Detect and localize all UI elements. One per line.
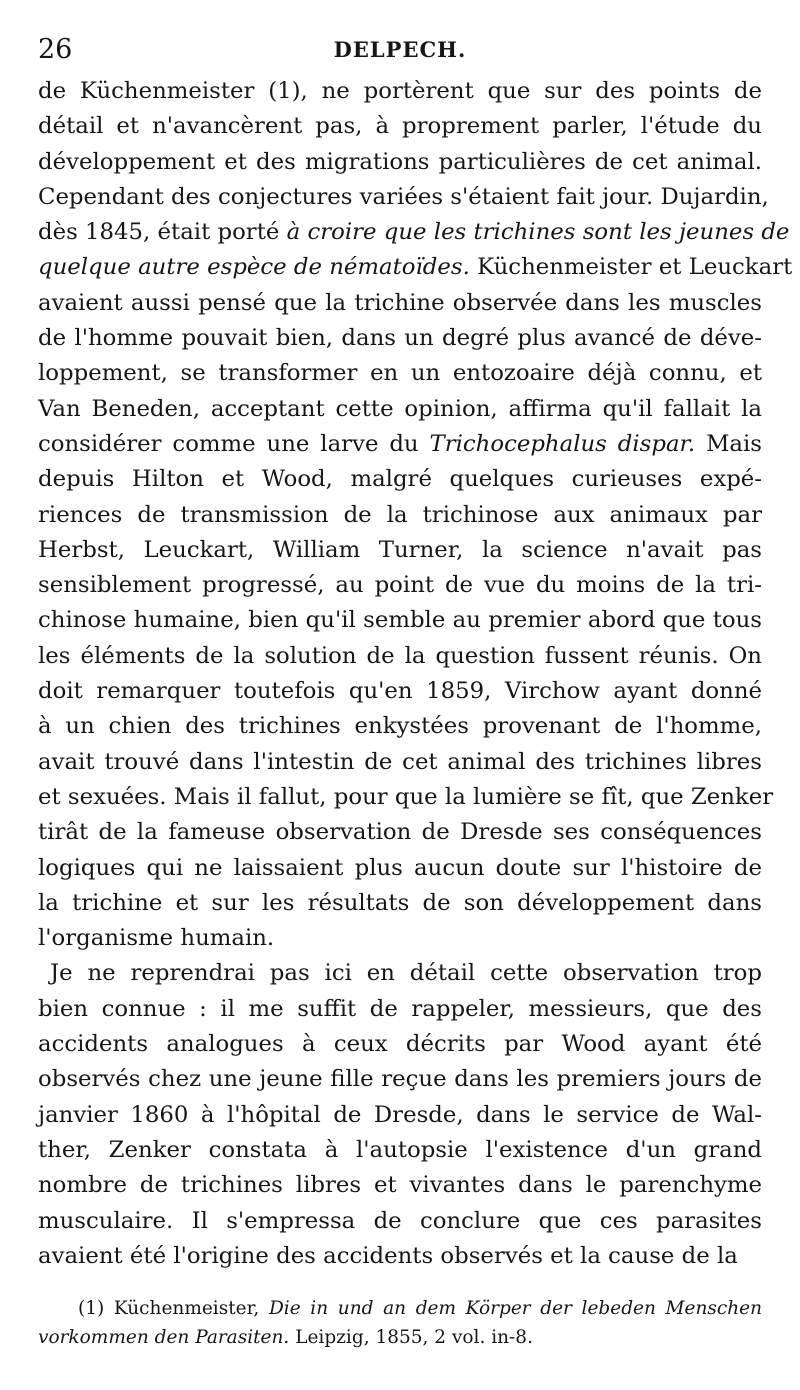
text-line: ther, Zenker constata à l'autopsie l'existence d'un grand [38,1136,762,1163]
text-line: et sexuées. Mais il fallut, pour que la lumière se fît, que Zenker [38,783,774,810]
text-line: observés chez une jeune fille reçue dans les premiers jours de [38,1066,762,1093]
running-head: DELPECH. [333,37,467,62]
body-text [38,74,793,1274]
page-header [38,30,762,70]
text-line: considérer comme une larve du Trichocephalus dispar. Mais [38,430,763,457]
text-line: loppement, se transformer en un entozoaire déjà connu, et [38,360,762,387]
italic-text: quelque autre espèce de nématoïdes. [38,254,470,281]
text-line: depuis Hilton et Wood, malgré quelques curieuses expé- [38,466,762,493]
page-number: 26 [38,34,73,65]
text-line: de l'homme pouvait bien, dans un degré plus avancé de déve- [38,325,762,352]
text-line: la trichine et sur les résultats de son développement dans [38,889,762,916]
text-line: Herbst, Leuckart, William Turner, la science n'avait pas [38,536,762,563]
footnote [38,1294,762,1352]
italic-text: Die in und an dem Körper der lebeden Menschen [268,1298,762,1319]
text-line: Cependant des conjectures variées s'étaient fait jour. Dujardin, [38,183,769,210]
italic-text: Trichocephalus dispar. [429,430,696,457]
italic-text: à croire que les trichines sont les jeunes de [286,219,790,246]
text-line: l'organisme humain. [38,925,275,952]
text-line: Je ne reprendrai pas ici en détail cette observation trop [50,960,762,987]
text-line: avait trouvé dans l'intestin de cet animal des trichines libres [38,748,762,775]
text-line: à un chien des trichines enkystées provenant de l'homme, [38,713,762,740]
text-line: avaient été l'origine des accidents observés et la cause de la [38,1242,738,1269]
text-line: détail et n'avancèrent pas, à proprement parler, l'étude du [38,113,762,140]
text-line: les éléments de la solution de la question fussent réunis. On [38,642,762,669]
text-line: Van Beneden, acceptant cette opinion, affirma qu'il fallait la [38,395,762,422]
text-line: riences de transmission de la trichinose aux animaux par [38,501,762,528]
text-line: sensiblement progressé, au point de vue du moins de la tri- [38,572,762,599]
text-line: musculaire. Il s'empressa de conclure que ces parasites [38,1207,762,1234]
footnote-line: vorkommen den Parasiten. Leipzig, 1855, 2 vol. in-8. [38,1327,533,1348]
text-line: de Küchenmeister (1), ne portèrent que sur des points de [38,78,762,104]
text-line: chinose humaine, bien qu'il semble au premier abord que tous [38,607,762,634]
text-line: tirât de la fameuse observation de Dresde ses conséquences [38,819,762,846]
text-line: logiques qui ne laissaient plus aucun doute sur l'histoire de [38,854,762,881]
text-line: nombre de trichines libres et vivantes dans le parenchyme [38,1172,762,1199]
text-line: développement et des migrations particulières de cet animal. [38,148,762,175]
text-line: quelque autre espèce de nématoïdes. Küchenmeister et Leuckart [38,254,793,281]
text-line: janvier 1860 à l'hôpital de Dresde, dans le service de Wal- [38,1101,762,1128]
text-line: doit remarquer toutefois qu'en 1859, Virchow ayant donné [38,678,762,705]
italic-text: vorkommen den Parasiten. [38,1327,290,1348]
text-line: bien connue : il me suffit de rappeler, messieurs, que des [38,995,762,1022]
footnote-line: (1) Küchenmeister, Die in und an dem Körper der lebeden Menschen [78,1298,762,1319]
text-line: avaient aussi pensé que la trichine observée dans les muscles [38,289,762,316]
text-line: dès 1845, était porté à croire que les trichines sont les jeunes de [38,219,790,246]
text-line: accidents analogues à ceux décrits par Wood ayant été [38,1031,762,1058]
